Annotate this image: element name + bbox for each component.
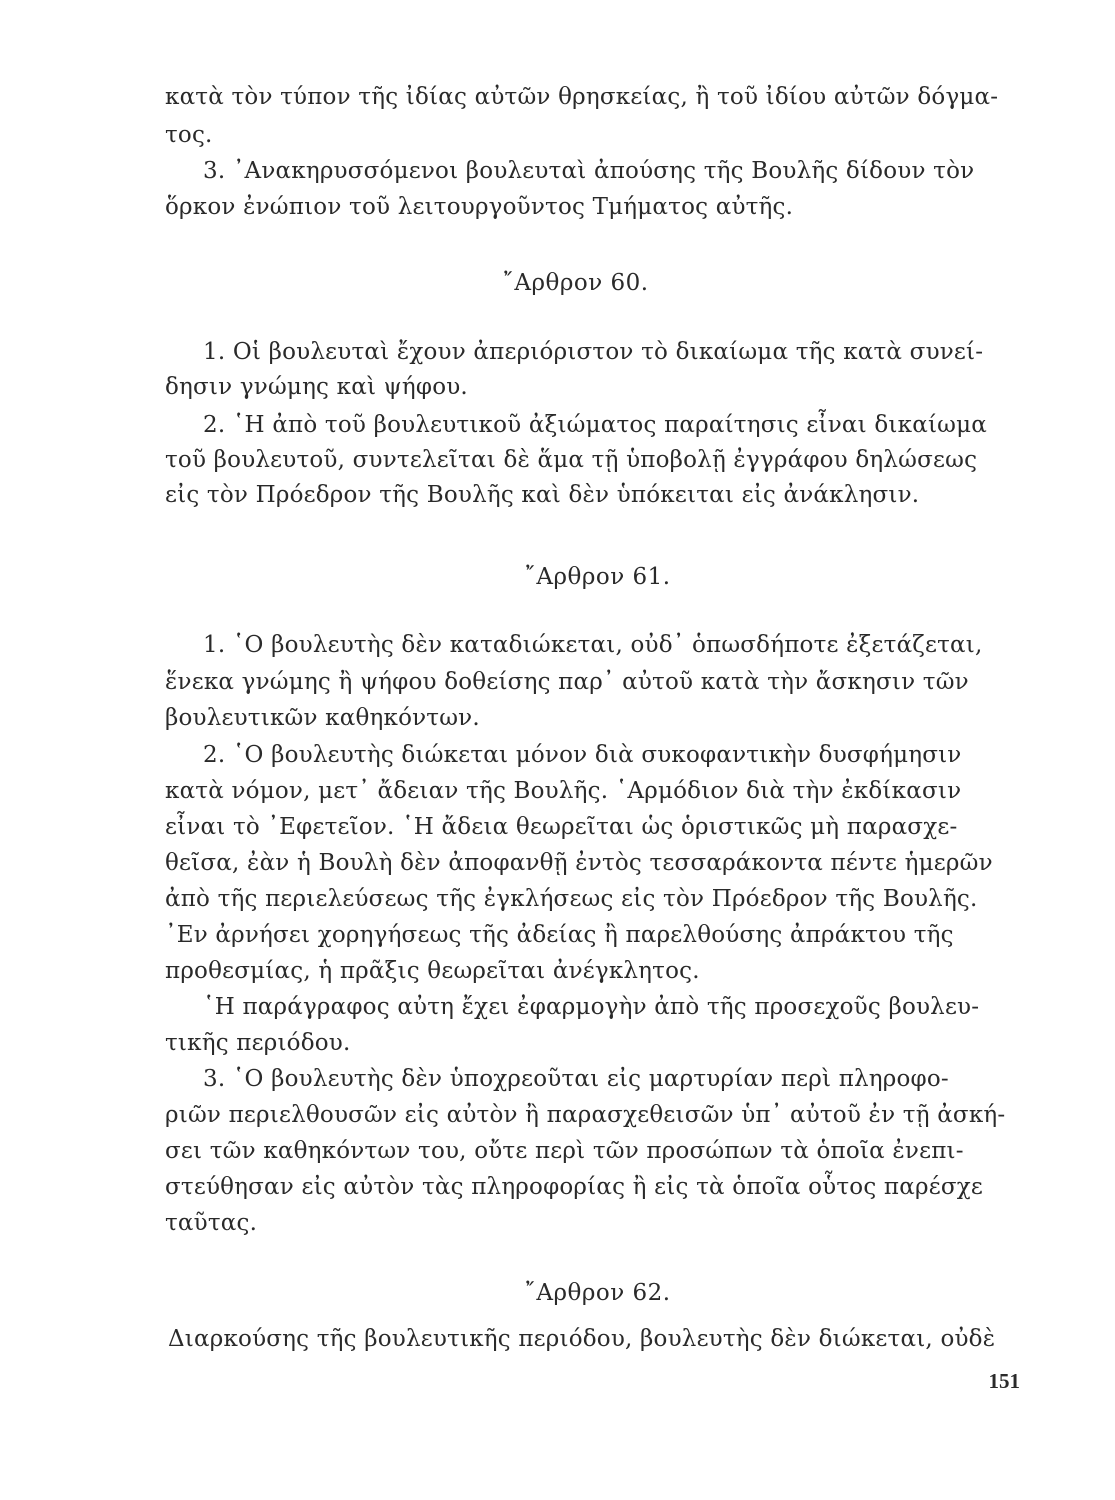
text-line: 2. ῾Ο βουλευτὴς διώκεται μόνον διὰ συκοφαντικὴν δυσφήμησιν: [203, 742, 962, 768]
text-line: προθεσμίας, ἡ πρᾶξις θεωρεῖται ἀνέγκλητος.: [165, 958, 700, 984]
text-line: 3. ῾Ο βουλευτὴς δὲν ὑποχρεοῦται εἰς μαρτυρίαν περὶ πληροφο-: [203, 1066, 949, 1092]
text-line: ῾Η παράγραφος αὐτη ἔχει ἐφαρμογὴν ἀπὸ τῆς προσεχοῦς βουλευ-: [203, 994, 980, 1020]
text-line: εἰς τὸν Πρόεδρον τῆς Βουλῆς καὶ δὲν ὑπόκειται εἰς ἀνάκλησιν.: [165, 482, 920, 508]
text-line: βουλευτικῶν καθηκόντων.: [165, 705, 480, 731]
text-line: ᾿Εν ἀρνήσει χορηγήσεως τῆς ἀδείας ἢ παρελθούσης ἀπράκτου τῆς: [165, 922, 954, 948]
text-line: τοῦ βουλευτοῦ, συντελεῖται δὲ ἅμα τῇ ὑποβολῇ ἐγγράφου δηλώσεως: [165, 447, 978, 473]
text-line: κατὰ τὸν τύπον τῆς ἰδίας αὐτῶν θρησκείας, ἢ τοῦ ἰδίου αὐτῶν δόγμα-: [165, 84, 999, 110]
text-line: στεύθησαν εἰς αὐτὸν τὰς πληροφορίας ἢ εἰς τὰ ὁποῖα οὗτος παρέσχε: [165, 1174, 983, 1200]
text-line: ἀπὸ τῆς περιελεύσεως τῆς ἐγκλήσεως εἰς τὸν Πρόεδρον τῆς Βουλῆς.: [165, 886, 978, 912]
text-line: σει τῶν καθηκόντων του, οὔτε περὶ τῶν προσώπων τὰ ὁποῖα ἐνεπι-: [165, 1138, 964, 1164]
article-heading: ῎Αρθρον 60.: [502, 270, 649, 296]
article-heading: ῎Αρθρον 62.: [524, 1280, 671, 1306]
text-line: 2. ῾Η ἀπὸ τοῦ βουλευτικοῦ ἀξιώματος παραίτησις εἶναι δικαίωμα: [203, 412, 988, 438]
text-line: κατὰ νόμον, μετ᾿ ἄδειαν τῆς Βουλῆς. ῾Αρμόδιον διὰ τὴν ἐκδίκασιν: [165, 778, 962, 804]
text-line: ὅρκον ἐνώπιον τοῦ λειτουργοῦντος Τμήματος αὐτῆς.: [165, 194, 794, 220]
text-line: 3. ᾿Ανακηρυσσόμενοι βουλευταὶ ἀπούσης τῆς Βουλῆς δίδουν τὸν: [203, 158, 975, 184]
text-line: 1. ῾Ο βουλευτὴς δὲν καταδιώκεται, οὐδ᾿ ὁπωσδήποτε ἐξετάζεται,: [203, 632, 983, 658]
text-line: Διαρκούσης τῆς βουλευτικῆς περιόδου, βουλευτὴς δὲν διώκεται, οὐδὲ: [168, 1326, 996, 1352]
text-line: 1. Οἱ βουλευταὶ ἔχουν ἀπεριόριστον τὸ δικαίωμα τῆς κατὰ συνεί-: [203, 339, 984, 365]
text-line: ριῶν περιελθουσῶν εἰς αὐτὸν ἢ παρασχεθεισῶν ὑπ᾿ αὐτοῦ ἐν τῇ ἀσκή-: [165, 1102, 1006, 1128]
text-line: ταῦτας.: [165, 1210, 258, 1236]
text-line: δησιν γνώμης καὶ ψήφου.: [165, 374, 468, 400]
text-line: εἶναι τὸ ᾿Εφετεῖον. ῾Η ἄδεια θεωρεῖται ὡς ὁριστικῶς μὴ παρασχε-: [165, 814, 958, 840]
text-line: θεῖσα, ἐὰν ἡ Βουλὴ δὲν ἀποφανθῇ ἐντὸς τεσσαράκοντα πέντε ἡμερῶν: [165, 850, 993, 876]
text-line: ἕνεκα γνώμης ἢ ψήφου δοθείσης παρ᾿ αὐτοῦ κατὰ τὴν ἄσκησιν τῶν: [165, 669, 969, 695]
page-number: 151: [988, 1369, 1020, 1393]
text-line: τος.: [165, 122, 213, 148]
text-line: τικῆς περιόδου.: [165, 1030, 351, 1056]
article-heading: ῎Αρθρον 61.: [524, 564, 671, 590]
